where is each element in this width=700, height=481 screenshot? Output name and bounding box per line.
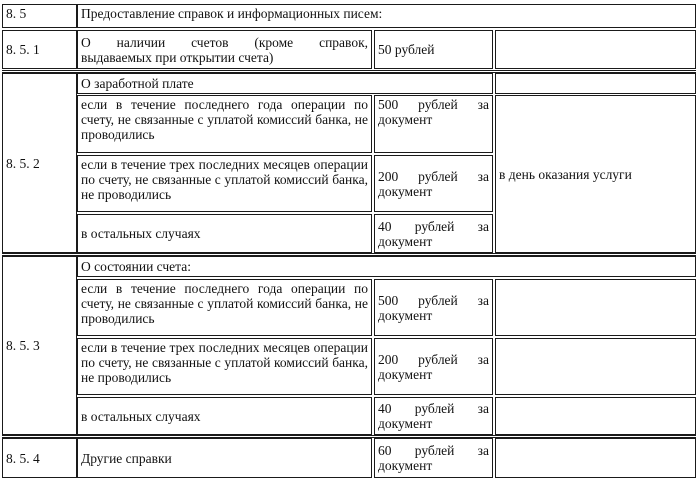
term-8-5-3-a bbox=[495, 279, 696, 336]
price-8-5-3-b: 200 рублей за документ bbox=[374, 338, 493, 395]
desc-8-5-3-c: в остальных случаях bbox=[77, 397, 372, 435]
price-8-5-1: 50 рублей bbox=[374, 30, 493, 69]
section-title-8-5-2: О заработной плате bbox=[77, 73, 493, 94]
section-title-8-5-3: О состоянии счета: bbox=[77, 256, 696, 277]
desc-8-5-2-b: если в течение трех последних месяцев операции по счету, не связанные с уплатой комиссий банка, не проводились bbox=[77, 155, 372, 212]
row-number-8-5-1: 8. 5. 1 bbox=[2, 30, 77, 69]
row-number-8-5-2: 8. 5. 2 bbox=[2, 73, 77, 253]
term-8-5-1 bbox=[495, 30, 696, 69]
term-8-5-2-header bbox=[495, 73, 696, 94]
price-8-5-3-c: 40 рублей за документ bbox=[374, 397, 493, 435]
term-8-5-3-c bbox=[495, 397, 696, 435]
desc-8-5-3-a: если в течение последнего года операции по счету, не связанные с уплатой комиссий банка, не проводились bbox=[77, 279, 372, 336]
desc-8-5-1 bbox=[77, 30, 372, 69]
price-8-5-2-c: 40 рублей за документ bbox=[374, 214, 493, 253]
price-8-5-2-a: 500 рублей за документ bbox=[374, 95, 493, 153]
row-number-8-5-3: 8. 5. 3 bbox=[2, 256, 77, 435]
row-number-8-5: 8. 5 bbox=[2, 4, 77, 28]
desc-8-5-2-a: если в течение последнего года операции по счету, не связанные с уплатой комиссий банка, не проводились bbox=[77, 95, 372, 153]
row-number-8-5-4: 8. 5. 4 bbox=[2, 438, 77, 478]
price-8-5-2-b: 200 рублей за документ bbox=[374, 155, 493, 212]
section-title-8-5: Предоставление справок и информационных писем: bbox=[77, 4, 696, 28]
price-8-5-3-a: 500 рублей за документ bbox=[374, 279, 493, 336]
desc-8-5-3-b: если в течение трех последних месяцев операции по счету, не связанные с уплатой комиссий банка, не проводились bbox=[77, 338, 372, 395]
desc-8-5-1-line1: О наличии счетов (кроме справок, bbox=[81, 34, 368, 50]
term-8-5-2: в день оказания услуги bbox=[495, 95, 696, 253]
desc-8-5-2-c: в остальных случаях bbox=[77, 214, 372, 253]
price-8-5-4: 60 рублей за документ bbox=[374, 438, 493, 478]
term-8-5-4 bbox=[495, 438, 696, 478]
desc-8-5-4: Другие справки bbox=[77, 438, 372, 478]
term-8-5-3-b bbox=[495, 338, 696, 395]
desc-8-5-1-line2: выдаваемых при открытии счета) bbox=[81, 49, 274, 65]
